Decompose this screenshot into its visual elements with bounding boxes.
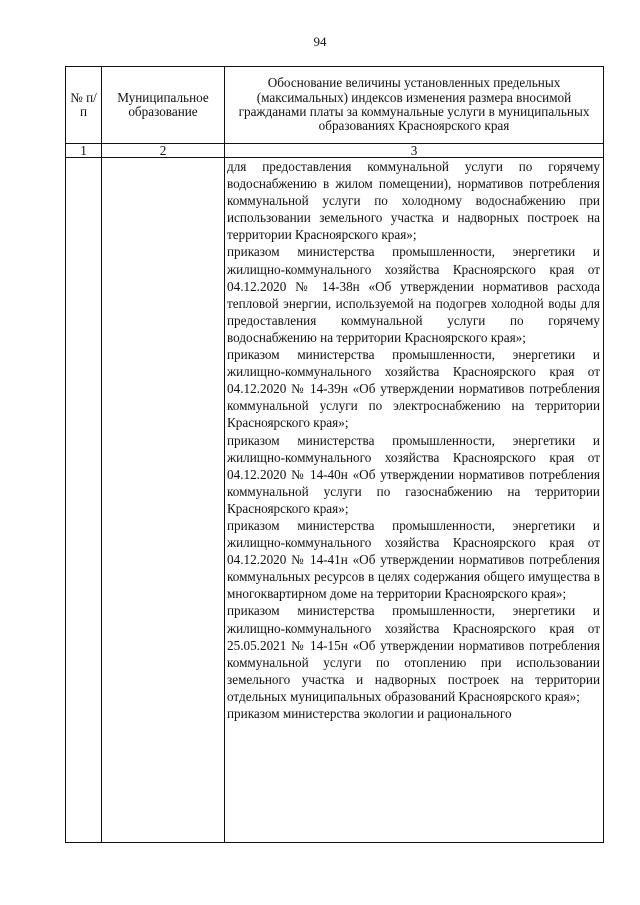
paragraph: приказом министерства промышленности, энергетики и жилищно-коммунального хозяйства Красноярского края от 04.12.2020 № 14-40н «Об утверждении нормативов потребления коммунальной услуги по газоснабжению на территории Красноярского края»;	[227, 432, 600, 516]
paragraph: приказом министерства экологии и рационального	[227, 706, 512, 721]
row-number-cell	[66, 158, 102, 843]
page-number: 94	[313, 34, 327, 49]
paragraph: для предоставления коммунальной услуги по горячему водоснабжению в жилом помещении), нормативов потребления коммунальной услуги по холодному водоснабжению при использовании земельного участка и надворных построек на территории Красноярского края»;	[227, 159, 600, 243]
justification-text	[225, 158, 603, 722]
table-header-row	[66, 67, 604, 144]
row-municipality-cell	[102, 158, 225, 843]
table-row	[66, 158, 604, 843]
column-number-2: 2	[102, 144, 225, 158]
column-number-1: 1	[66, 144, 102, 158]
header-municipality: Муниципальное образование	[102, 67, 225, 144]
header-justification: Обоснование величины установленных предельных (максимальных) индексов изменения размера вносимой гражданами платы за коммунальные услуги в муниципальных образованиях Красноярского края	[225, 67, 604, 144]
header-number: № п/п	[66, 67, 102, 144]
column-numbers-row	[66, 144, 604, 158]
paragraph: приказом министерства промышленности, энергетики и жилищно-коммунального хозяйства Красноярского края от 04.12.2020 № 14-39н «Об утверждении нормативов потребления коммунальной услуги по электроснабжению на территории Красноярского края»;	[227, 347, 600, 431]
paragraph: приказом министерства промышленности, энергетики и жилищно-коммунального хозяйства Красноярского края от 25.05.2021 № 14-15н «Об утверждении нормативов потребления коммунальной услуги по отоплению при использовании земельного участка и надворных построек на территории отдельных муниципальных образований Красноярского края»;	[227, 603, 600, 704]
paragraph: приказом министерства промышленности, энергетики и жилищно-коммунального хозяйства Красноярского края от 04.12.2020 № 14-41н «Об утверждении нормативов потребления коммунальных ресурсов в целях содержания общего имущества в многоквартирном доме на территории Красноярского края»;	[227, 517, 600, 602]
justification-table	[65, 66, 604, 843]
row-justification-cell	[225, 158, 604, 843]
column-number-3: 3	[225, 144, 604, 158]
paragraph: приказом министерства промышленности, энергетики и жилищно-коммунального хозяйства Красноярского края от 04.12.2020 № 14-38н «Об утверждении нормативов расхода тепловой энергии, используемой на подогрев холодной воды для предоставления коммунальной услуги по горячему водоснабжению на территории Красноярского края»;	[227, 244, 600, 345]
